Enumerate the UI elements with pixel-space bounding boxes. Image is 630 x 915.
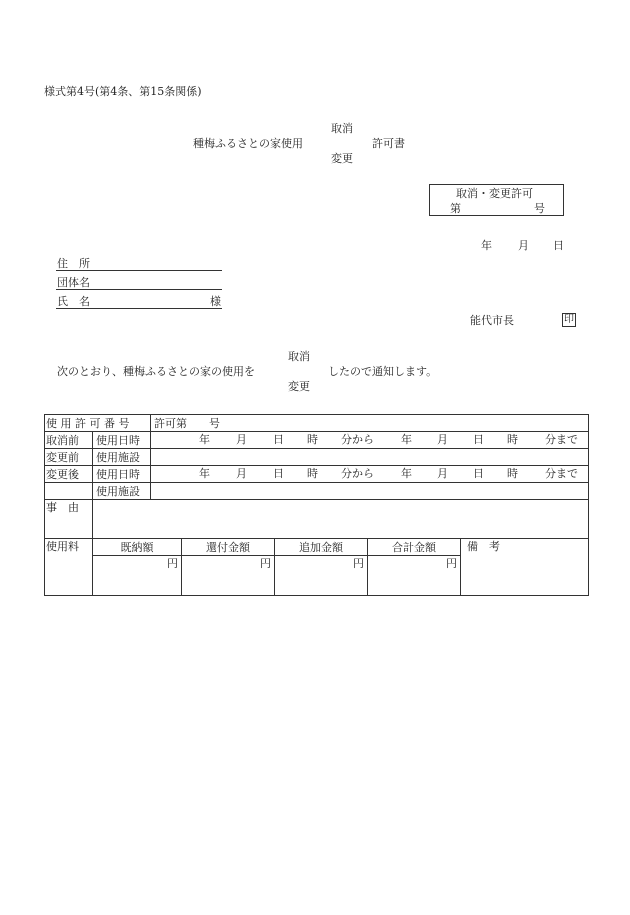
name-label: 氏 名 [57,295,90,308]
notice-upper-option: 取消 [288,350,310,363]
group-name-label: 団体名 [57,276,90,289]
table-row [45,415,589,432]
unit-hour: 時 [507,467,519,480]
form-header: 様式第4号(第4条、第15条関係) [44,85,202,98]
name-field-line[interactable] [56,308,222,309]
unit-year: 年 [199,467,211,480]
new-facility-field[interactable] [151,483,589,500]
issuer-title: 能代市長 [470,314,514,327]
address-field-line[interactable] [56,270,222,271]
permit-box-label: 取消・変更許可 [456,187,533,200]
date-year: 年 [481,239,492,252]
unit-year: 年 [401,467,413,480]
table-row [45,539,589,556]
fee-column-refund: 還付金額 [182,539,275,556]
use-datetime-label: 使用日時 [93,432,151,449]
before-cancel-label: 取消前 [45,432,93,449]
unit-year: 年 [401,433,413,446]
unit-month: 月 [437,433,449,446]
title-suffix: 許可書 [372,137,405,150]
unit-day: 日 [473,433,485,446]
honorific: 様 [210,295,221,308]
original-facility-field[interactable] [151,449,589,466]
before-change-label: 変更前 [45,449,93,466]
fee-additional-amount[interactable]: 円 [275,556,368,596]
title-upper-option: 取消 [331,122,353,135]
notice-text: 次のとおり、種梅ふるさとの家の使用を [57,365,255,378]
unit-minute-from: 分から [341,467,375,480]
permit-box-suffix: 号 [534,202,545,215]
fee-paid-amount[interactable]: 円 [93,556,182,596]
group-name-field-line[interactable] [56,289,222,290]
unit-year: 年 [199,433,211,446]
unit-month: 月 [437,467,449,480]
address-label: 住 所 [57,257,90,270]
table-row [45,500,589,539]
notice-lower-option: 変更 [288,380,310,393]
date-day: 日 [553,239,564,252]
use-datetime-label: 使用日時 [93,466,151,483]
table-row [45,483,589,500]
permit-number-value[interactable]: 許可第 号 [151,415,589,432]
permit-details-table [44,414,589,596]
date-month: 月 [518,239,529,252]
seal-mark: 印 [564,314,574,325]
use-facility-label: 使用施設 [93,483,151,500]
original-datetime-field[interactable] [151,432,589,449]
unit-minute-until: 分まで [545,433,579,446]
unit-month: 月 [236,433,248,446]
unit-hour: 時 [307,467,319,480]
fee-total-amount[interactable]: 円 [368,556,461,596]
unit-minute-from: 分から [341,433,375,446]
permit-number-label: 使 用 許 可 番 号 [45,415,151,432]
reason-label: 事 由 [45,500,93,539]
after-change-label: 変更後 [45,466,93,483]
table-row [45,432,589,449]
table-row [45,449,589,466]
table-row [45,466,589,483]
reason-field[interactable] [93,500,589,539]
after-change-spacer [45,483,93,500]
unit-minute-until: 分まで [545,467,579,480]
document-title: 種梅ふるさとの家使用 [193,137,303,150]
unit-month: 月 [236,467,248,480]
fee-column-total: 合計金額 [368,539,461,556]
remarks-label: 備 考 [461,539,589,596]
unit-hour: 時 [307,433,319,446]
fee-refund-amount[interactable]: 円 [182,556,275,596]
permit-box-prefix: 第 [450,202,461,215]
fee-label: 使用料 [45,539,93,596]
unit-hour: 時 [507,433,519,446]
fee-column-paid: 既納額 [93,539,182,556]
title-lower-option: 変更 [331,152,353,165]
new-datetime-field[interactable] [151,466,589,483]
fee-column-additional: 追加金額 [275,539,368,556]
unit-day: 日 [273,433,285,446]
notice-suffix: したので通知します。 [328,365,438,378]
unit-day: 日 [473,467,485,480]
use-facility-label: 使用施設 [93,449,151,466]
unit-day: 日 [273,467,285,480]
